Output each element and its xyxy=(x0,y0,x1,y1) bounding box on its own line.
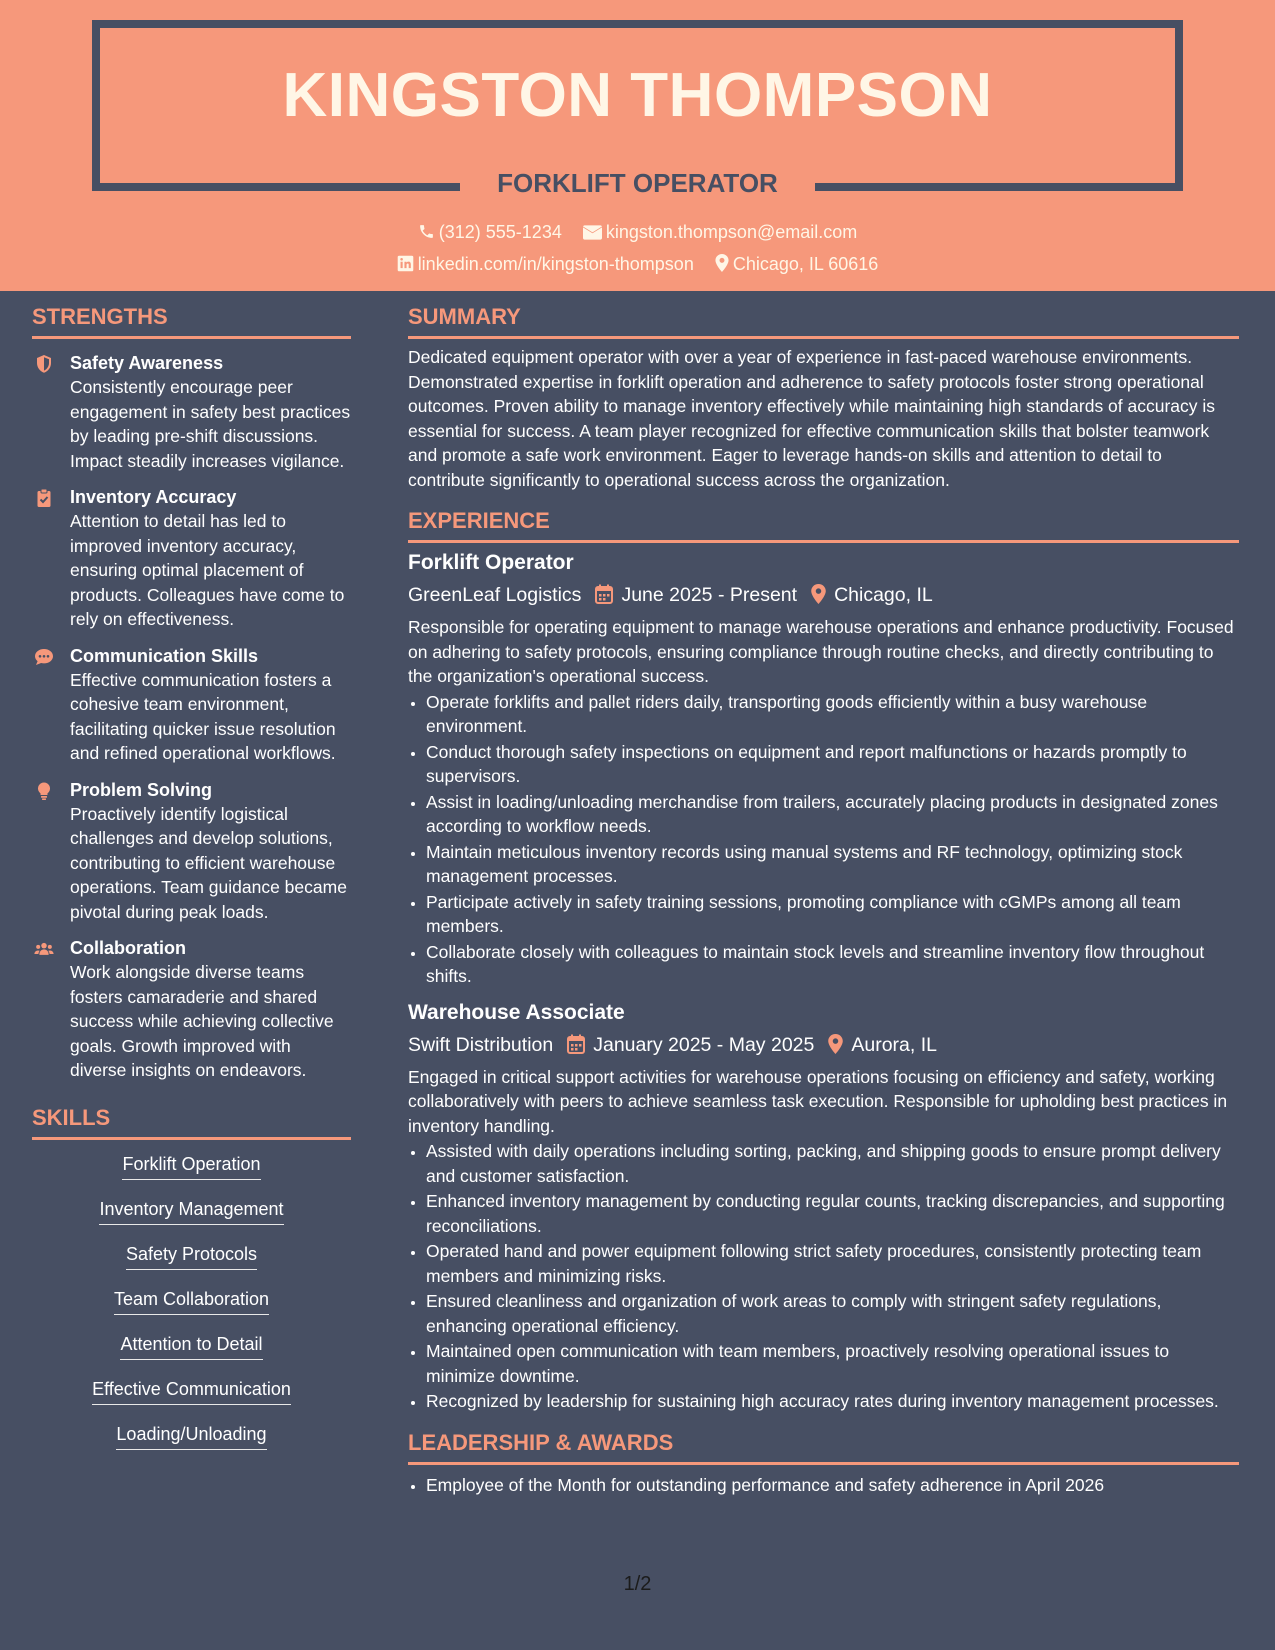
bullet-item: • Participate actively in safety training sessions, promoting compliance with cGMPs among all team members. xyxy=(426,890,1239,939)
strength-description: Work alongside diverse teams fosters camaraderie and shared success while achieving collective goals. Growth improved with diverse insights on endeavors. xyxy=(70,962,334,1080)
lightbulb-icon xyxy=(34,781,54,801)
shield-icon xyxy=(34,354,54,374)
map-pin-icon xyxy=(715,254,729,272)
bullet-item: • Enhanced inventory management by conducting regular counts, tracking discrepancies, and supporting reconciliations. xyxy=(426,1189,1239,1238)
strength-title: Inventory Accuracy xyxy=(70,487,237,507)
strength-description: Proactively identify logistical challenges and develop solutions, contributing to efficient warehouse operations. Team guidance became pivotal during peak loads. xyxy=(70,803,347,922)
map-pin-icon xyxy=(828,1034,843,1054)
phone-icon xyxy=(418,223,435,240)
strength-title: Collaboration xyxy=(70,938,186,958)
calendar-icon xyxy=(595,584,613,604)
candidate-name: KINGSTON THOMPSON xyxy=(282,61,993,130)
experience-heading: EXPERIENCE xyxy=(408,506,1239,543)
strengths-heading: STRENGTHS xyxy=(32,302,351,339)
strength-item xyxy=(32,351,351,473)
bullet-item: • Recognized by leadership for sustaining high accuracy rates during inventory management processes. xyxy=(426,1389,1239,1414)
skill-tag: Team Collaboration xyxy=(114,1287,269,1315)
skills-list xyxy=(32,1152,351,1467)
skill-tag: Forklift Operation xyxy=(122,1152,260,1180)
contact-linkedin[interactable] xyxy=(397,252,694,276)
strength-item xyxy=(32,778,351,925)
awards-heading: LEADERSHIP & AWARDS xyxy=(408,1428,1239,1465)
strength-title: Problem Solving xyxy=(70,779,213,800)
clipboard-check-icon xyxy=(34,488,54,508)
skill-tag: Loading/Unloading xyxy=(116,1422,266,1450)
job-meta xyxy=(408,581,1239,609)
job-dates: January 2025 - May 2025 xyxy=(593,1033,815,1056)
strength-description: Attention to detail has led to improved inventory accuracy, ensuring optimal placement of products. Colleagues have come to rely on effectiveness. xyxy=(70,511,345,629)
award-item: • Employee of the Month for outstanding performance and safety adherence in April 2026 xyxy=(426,1473,1239,1498)
bullet-item: • Assist in loading/unloading merchandise from trailers, accurately placing products in designated zones according to workflow needs. xyxy=(426,790,1239,839)
linkedin-text: linkedin.com/in/kingston-thompson xyxy=(417,254,694,274)
header-frame-divider-right xyxy=(815,183,1183,191)
resume-header xyxy=(0,0,1275,291)
strength-title: Communication Skills xyxy=(70,645,259,666)
bullet-item: • Operated hand and power equipment following strict safety procedures, consistently protecting team members and minimizing risks. xyxy=(426,1239,1239,1288)
summary-text: Dedicated equipment operator with over a year of experience in fast-paced warehouse environments. Demonstrated expertise in forklift operation and adherence to safety protocols foster strong operational outcomes. Proven ability to manage inventory effectively while maintaining high standards of accuracy is essential for success. A team player recognized for effective communication skills that bolster teamwork and promote a safe work environment. Eager to leverage hands-on skills and attention to detail to contribute significantly to operational success across the organization. xyxy=(408,347,1216,490)
header-frame-divider-left xyxy=(92,183,460,191)
chat-bubble-icon xyxy=(34,647,54,667)
linkedin-icon xyxy=(397,255,414,272)
job-role: Warehouse Associate xyxy=(408,1000,625,1024)
summary-heading: SUMMARY xyxy=(408,302,1239,339)
job-role: Forklift Operator xyxy=(408,551,574,574)
page-number: 1/2 xyxy=(623,1573,652,1595)
skills-heading: SKILLS xyxy=(32,1103,351,1140)
job-bullets xyxy=(408,1139,1239,1414)
candidate-title: FORKLIFT OPERATOR xyxy=(497,168,778,198)
users-icon xyxy=(34,939,54,959)
contact-email[interactable] xyxy=(583,220,857,244)
skill-tag: Attention to Detail xyxy=(120,1332,262,1360)
strength-item xyxy=(32,644,351,766)
strength-title: Safety Awareness xyxy=(70,353,224,373)
skill-tag: Inventory Management xyxy=(99,1197,283,1225)
strength-item xyxy=(32,936,351,1083)
contact-row-1 xyxy=(0,220,1275,244)
left-column xyxy=(32,302,351,1467)
strength-description: Effective communication fosters a cohesive team environment, facilitating quicker issue resolution and refined operational workflows. xyxy=(70,669,336,763)
strength-item xyxy=(32,485,351,632)
envelope-icon xyxy=(583,225,602,240)
bullet-item: • Conduct thorough safety inspections on equipment and report malfunctions or hazards promptly to supervisors. xyxy=(426,740,1239,789)
experience-entry xyxy=(408,999,1239,1414)
job-meta xyxy=(408,1031,1239,1059)
strength-description: Consistently encourage peer engagement in safety best practices by leading pre-shift discussions. Impact steadily increases vigilance. xyxy=(70,377,351,471)
calendar-icon xyxy=(567,1034,585,1054)
email-text: kingston.thompson@email.com xyxy=(605,222,858,242)
awards-list xyxy=(408,1473,1239,1498)
skill-tag: Safety Protocols xyxy=(126,1242,257,1270)
job-location: Aurora, IL xyxy=(851,1033,937,1056)
job-dates: June 2025 - Present xyxy=(621,584,798,606)
bullet-item: • Maintain meticulous inventory records using manual systems and RF technology, optimizing stock management processes. xyxy=(426,840,1239,889)
skill-tag: Effective Communication xyxy=(92,1377,291,1405)
right-column xyxy=(408,302,1239,1497)
experience-entry xyxy=(408,549,1239,989)
job-description: Engaged in critical support activities for warehouse operations focusing on efficiency and safety, working collaboratively with peers to achieve seamless task execution. Responsible for upholding best practices in inventory handling. xyxy=(408,1066,1228,1136)
contact-phone[interactable] xyxy=(418,220,562,244)
bullet-item: • Assisted with daily operations including sorting, packing, and shipping goods to ensure prompt delivery and customer satisfaction. xyxy=(426,1139,1239,1188)
job-description: Responsible for operating equipment to manage warehouse operations and enhance productivity. Focused on adhering to safety protocols, ensuring compliance through routine checks, and directly contributing to the organization's operational success. xyxy=(408,617,1234,686)
job-company: Swift Distribution xyxy=(408,1033,554,1056)
bullet-item: • Ensured cleanliness and organization of work areas to comply with stringent safety regulations, enhancing operational efficiency. xyxy=(426,1289,1239,1338)
location-text: Chicago, IL 60616 xyxy=(732,254,879,274)
contact-location xyxy=(715,252,878,276)
bullet-item: • Collaborate closely with colleagues to maintain stock levels and streamline inventory flow throughout shifts. xyxy=(426,940,1239,989)
contact-row-2 xyxy=(0,252,1275,276)
map-pin-icon xyxy=(811,584,826,604)
job-company: GreenLeaf Logistics xyxy=(408,584,582,606)
phone-text: (312) 555-1234 xyxy=(438,222,562,242)
bullet-item: • Operate forklifts and pallet riders daily, transporting goods efficiently within a busy warehouse environment. xyxy=(426,690,1239,739)
job-bullets xyxy=(408,690,1239,989)
bullet-item: • Maintained open communication with team members, proactively resolving operational issues to minimize downtime. xyxy=(426,1339,1239,1388)
job-location: Chicago, IL xyxy=(834,584,933,606)
